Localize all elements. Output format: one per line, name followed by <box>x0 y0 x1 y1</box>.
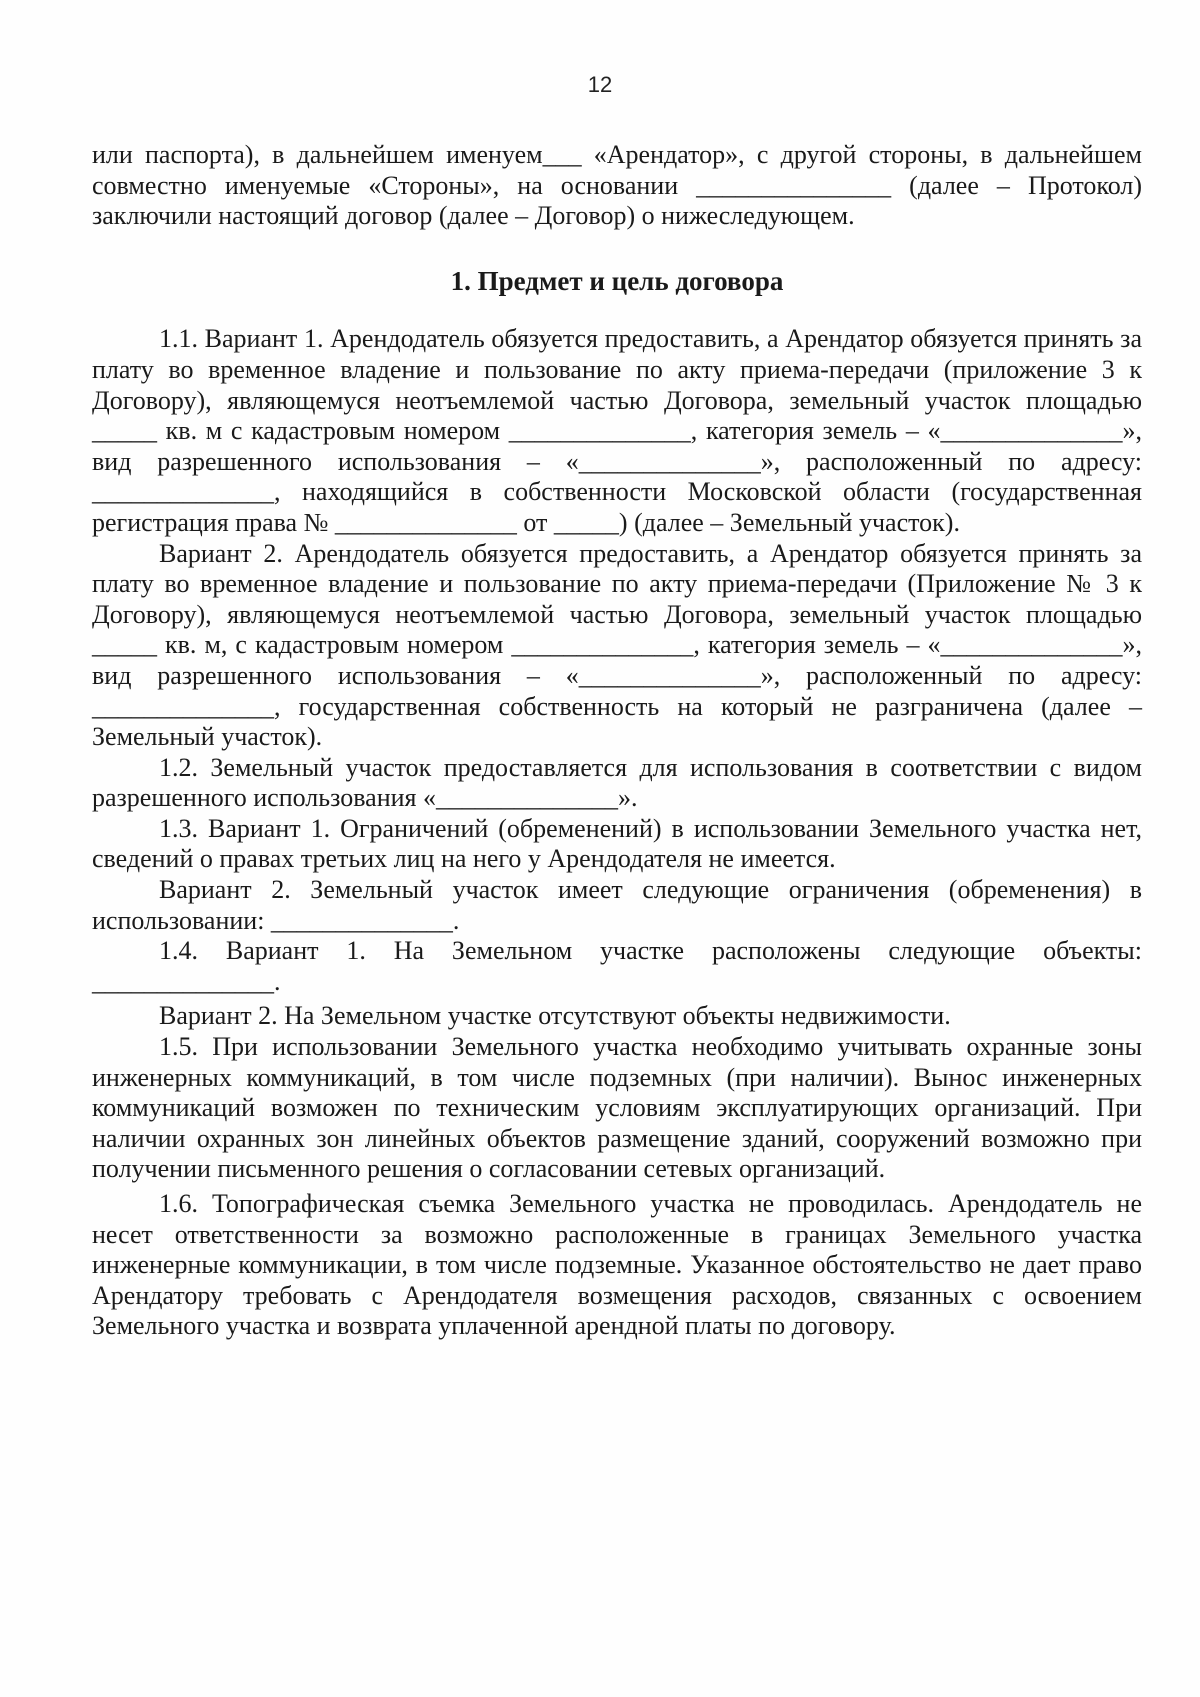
page-number: 12 <box>587 72 613 97</box>
paragraph-1-1-variant-1: 1.1. Вариант 1. Арендодатель обязуется предоставить, а Арендатор обязуется принять за плату во временное владение и пользование по акту приема-передачи (приложение 3 к Договору), являющемуся неотъемлемой частью Договора, земельный участок площадью _____ кв. м с кадастровым номером ______________, категория земель – «______________», вид разрешенного использования – «______________», расположенный по адресу: ______________, находящийся в собственности Московской области (государственная регистрация права № ______________ от _____) (далее – Земельный участок). <box>92 324 1142 537</box>
paragraph-1-6: 1.6. Топографическая съемка Земельного участка не проводилась. Арендодатель не несет ответственности за возможно расположенные в границах Земельного участка инженерные коммуникации, в том числе подземные. Указанное обстоятельство не дает право Арендатору требовать с Арендодателя возмещения расходов, связанных с освоением Земельного участка и возврата уплаченной арендной платы по договору. <box>92 1189 1142 1341</box>
document-body <box>92 140 1142 1342</box>
paragraph-1-4-variant-2: Вариант 2. На Земельном участке отсутствуют объекты недвижимости. <box>159 1001 951 1031</box>
paragraph-1-2: 1.2. Земельный участок предоставляется для использования в соответствии с видом разрешенного использования «______________». <box>92 752 1142 813</box>
paragraph-1-5: 1.5. При использовании Земельного участка необходимо учитывать охранные зоны инженерных коммуникаций, в том числе подземных (при наличии). Вынос инженерных коммуникаций возможен по техническим условиям эксплуатирующих организаций. При наличии охранных зон линейных объектов размещение зданий, сооружений возможно при получении письменного решения о согласовании сетевых организаций. <box>92 1032 1142 1184</box>
paragraph-1-1-variant-2: Вариант 2. Арендодатель обязуется предоставить, а Арендатор обязуется принять за плату во временное владение и пользование по акту приема-передачи (Приложение № 3 к Договору), являющемуся неотъемлемой частью Договора, земельный участок площадью _____ кв. м, с кадастровым номером ______________, категория земель – «______________», вид разрешенного использования – «______________», расположенный по адресу: ______________, государственная собственность на который не разграничена (далее – Земельный участок). <box>92 538 1142 752</box>
section-heading: 1. Предмет и цель договора <box>450 265 784 296</box>
paragraph-1-3-variant-2: Вариант 2. Земельный участок имеет следующие ограничения (обременения) в использовании: ______________. <box>92 875 1142 935</box>
paragraph-1-4-variant-1: 1.4. Вариант 1. На Земельном участке расположены следующие объекты: ______________. <box>92 936 1142 996</box>
intro-paragraph: или паспорта), в дальнейшем именуем___ «Арендатор», с другой стороны, в дальнейшем совместно именуемые «Стороны», на основании _______________ (далее – Протокол) заключили настоящий договор (далее – Договор) о нижеследующем. <box>92 140 1142 231</box>
paragraph-1-3-variant-1: 1.3. Вариант 1. Ограничений (обременений) в использовании Земельного участка нет, сведений о правах третьих лиц на него у Арендодателя не имеется. <box>92 813 1142 874</box>
